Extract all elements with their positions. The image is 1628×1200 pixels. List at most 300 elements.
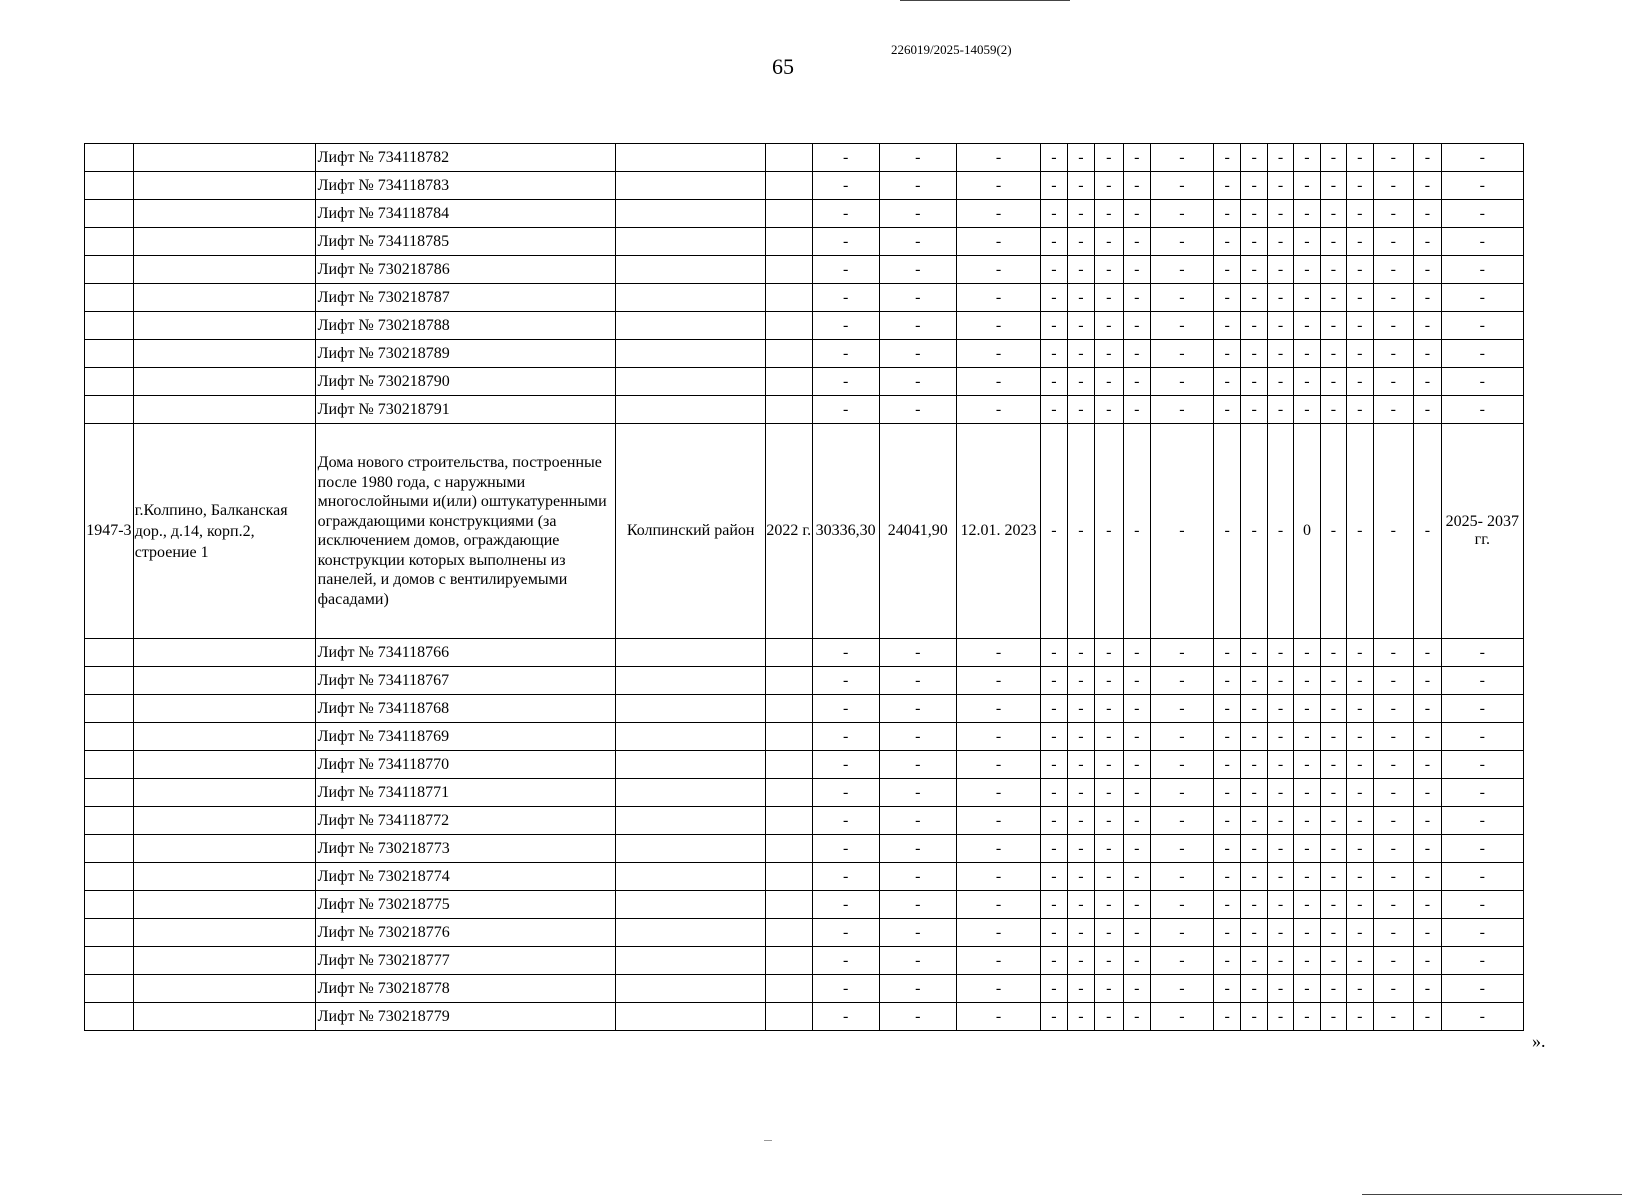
value-cell: - — [1041, 368, 1067, 396]
value-cell: - — [956, 200, 1040, 228]
year-cell — [765, 751, 812, 779]
value-cell: - — [1320, 172, 1346, 200]
value-cell: - — [1373, 228, 1414, 256]
value-cell: - — [1123, 695, 1150, 723]
table-row — [85, 695, 1524, 723]
value-cell: - — [1441, 312, 1523, 340]
year-cell — [765, 975, 812, 1003]
row-number-cell: 1947-3 — [85, 424, 134, 639]
value-cell: - — [1267, 340, 1293, 368]
value-cell: - — [956, 723, 1040, 751]
row-number-cell — [85, 667, 134, 695]
value-cell: - — [1294, 919, 1320, 947]
value-cell: - — [1294, 1003, 1320, 1031]
value-cell: - — [1123, 1003, 1150, 1031]
lift-label-cell: Лифт № 730218775 — [315, 891, 616, 919]
value-cell: - — [1441, 256, 1523, 284]
value-cell: - — [956, 312, 1040, 340]
value-cell: - — [1241, 835, 1267, 863]
value-cell: - — [1095, 172, 1123, 200]
value-cell: - — [1294, 312, 1320, 340]
value-cell: - — [1347, 424, 1373, 639]
value-cell: - — [1241, 667, 1267, 695]
value-cell: - — [1067, 312, 1094, 340]
value-cell: - — [956, 695, 1040, 723]
value-cell: - — [1347, 863, 1373, 891]
address-cell: г.Колпино, Балканская дор., д.14, корп.2, строение 1 — [133, 424, 315, 639]
value-cell: - — [1241, 919, 1267, 947]
value-cell: - — [1123, 284, 1150, 312]
value-cell: - — [1213, 312, 1240, 340]
value-cell: - — [1241, 863, 1267, 891]
value-cell: - — [1320, 863, 1346, 891]
value-cell: - — [1067, 947, 1094, 975]
row-number-cell — [85, 723, 134, 751]
value-cell: - — [1241, 779, 1267, 807]
value-cell: - — [1150, 200, 1213, 228]
value-cell: - — [1441, 228, 1523, 256]
value-cell: - — [879, 312, 956, 340]
value-cell: - — [1067, 284, 1094, 312]
value-cell: - — [1267, 667, 1293, 695]
value-cell: - — [812, 835, 879, 863]
value-cell: - — [1414, 228, 1441, 256]
value-cell: - — [1241, 1003, 1267, 1031]
value-cell: - — [1347, 1003, 1373, 1031]
row-number-cell — [85, 144, 134, 172]
value-cell: - — [1041, 144, 1067, 172]
value-cell: - — [956, 368, 1040, 396]
value-cell: - — [1095, 723, 1123, 751]
value-cell: - — [1267, 695, 1293, 723]
lift-label-cell: Лифт № 734118770 — [315, 751, 616, 779]
value-cell: - — [1347, 779, 1373, 807]
value-cell: - — [1241, 200, 1267, 228]
value-cell: - — [956, 639, 1040, 667]
year-cell — [765, 1003, 812, 1031]
value-cell: - — [812, 807, 879, 835]
value-cell: - — [1123, 835, 1150, 863]
address-cell — [133, 947, 315, 975]
year-cell — [765, 144, 812, 172]
address-cell — [133, 639, 315, 667]
lift-label-cell: Лифт № 730218779 — [315, 1003, 616, 1031]
address-cell — [133, 368, 315, 396]
value-cell: - — [956, 667, 1040, 695]
value-cell: - — [1213, 695, 1240, 723]
value-cell: - — [1267, 639, 1293, 667]
value-cell: - — [956, 863, 1040, 891]
value-cell: - — [1067, 891, 1094, 919]
value-cell: - — [956, 228, 1040, 256]
value-cell: - — [1123, 396, 1150, 424]
value-cell: - — [1213, 835, 1240, 863]
value-cell: - — [1267, 779, 1293, 807]
value-cell: - — [1373, 284, 1414, 312]
address-cell — [133, 312, 315, 340]
value-cell: - — [1213, 1003, 1240, 1031]
value-cell: - — [956, 144, 1040, 172]
value-cell: - — [1294, 891, 1320, 919]
value-cell: - — [812, 284, 879, 312]
lift-label-cell: Лифт № 730218776 — [315, 919, 616, 947]
value-cell: - — [1441, 200, 1523, 228]
value-cell: - — [1095, 919, 1123, 947]
value-cell: - — [1150, 947, 1213, 975]
value-cell: - — [1095, 312, 1123, 340]
year-cell — [765, 779, 812, 807]
value-cell: - — [1373, 807, 1414, 835]
value-cell: - — [1123, 807, 1150, 835]
value-cell: - — [1067, 424, 1094, 639]
table-row — [85, 667, 1524, 695]
scan-artifact-dot — [764, 1140, 772, 1141]
value-cell: - — [1347, 340, 1373, 368]
value-cell: - — [1320, 695, 1346, 723]
address-cell — [133, 863, 315, 891]
table-row — [85, 284, 1524, 312]
value-cell: - — [812, 368, 879, 396]
value-cell: - — [1441, 340, 1523, 368]
value-cell: - — [1213, 368, 1240, 396]
value-cell: - — [812, 200, 879, 228]
value-cell: - — [1320, 312, 1346, 340]
value-cell: - — [1213, 340, 1240, 368]
lift-label-cell: Лифт № 730218786 — [315, 256, 616, 284]
value-cell: - — [1095, 779, 1123, 807]
value-cell: - — [1241, 807, 1267, 835]
value-cell: - — [1441, 639, 1523, 667]
value-cell: - — [1150, 340, 1213, 368]
value-cell: - — [1067, 256, 1094, 284]
value-cell: - — [1150, 835, 1213, 863]
value-cell: - — [1241, 284, 1267, 312]
value-cell: - — [956, 919, 1040, 947]
value-cell: - — [1150, 891, 1213, 919]
total-area-cell: 30336,30 — [812, 424, 879, 639]
year-cell — [765, 368, 812, 396]
value-cell: - — [1267, 975, 1293, 1003]
value-cell: - — [812, 1003, 879, 1031]
value-cell: - — [1095, 256, 1123, 284]
value-cell: - — [1267, 807, 1293, 835]
value-cell: - — [879, 751, 956, 779]
district-cell — [616, 807, 765, 835]
value-cell: - — [1067, 751, 1094, 779]
value-cell: - — [879, 340, 956, 368]
year-cell — [765, 807, 812, 835]
value-cell: - — [1414, 396, 1441, 424]
value-cell: - — [1213, 424, 1240, 639]
value-cell: - — [1347, 396, 1373, 424]
year-cell — [765, 639, 812, 667]
value-cell: - — [1267, 368, 1293, 396]
district-cell — [616, 396, 765, 424]
value-cell: - — [812, 256, 879, 284]
value-cell: - — [1414, 947, 1441, 975]
district-cell — [616, 695, 765, 723]
value-cell: - — [1347, 835, 1373, 863]
value-cell: - — [1213, 919, 1240, 947]
year-cell — [765, 200, 812, 228]
value-cell: - — [1095, 695, 1123, 723]
value-cell: - — [1067, 695, 1094, 723]
value-cell: - — [1320, 751, 1346, 779]
value-cell: - — [1441, 396, 1523, 424]
value-cell: - — [1123, 228, 1150, 256]
value-cell: - — [1095, 424, 1123, 639]
year-cell — [765, 228, 812, 256]
address-cell — [133, 200, 315, 228]
value-cell: - — [956, 1003, 1040, 1031]
value-cell: - — [1213, 779, 1240, 807]
district-cell — [616, 172, 765, 200]
value-cell: - — [1414, 284, 1441, 312]
value-cell: - — [1095, 975, 1123, 1003]
value-cell: - — [1150, 779, 1213, 807]
lift-label-cell: Лифт № 734118769 — [315, 723, 616, 751]
year-cell: 2022 г. — [765, 424, 812, 639]
district-cell — [616, 891, 765, 919]
value-cell: - — [1373, 312, 1414, 340]
value-cell: - — [1347, 256, 1373, 284]
value-cell: - — [1373, 424, 1414, 639]
district-cell — [616, 779, 765, 807]
value-cell: - — [1373, 396, 1414, 424]
lift-label-cell: Лифт № 730218777 — [315, 947, 616, 975]
lift-label-cell: Лифт № 734118767 — [315, 667, 616, 695]
value-cell: - — [879, 172, 956, 200]
value-cell: - — [1123, 723, 1150, 751]
lift-label-cell: Лифт № 730218791 — [315, 396, 616, 424]
value-cell: - — [879, 919, 956, 947]
table-row — [85, 340, 1524, 368]
district-cell — [616, 863, 765, 891]
register-table — [84, 143, 1524, 1031]
value-cell: - — [1267, 751, 1293, 779]
value-cell: - — [879, 807, 956, 835]
value-cell: - — [1241, 723, 1267, 751]
value-cell: - — [1150, 639, 1213, 667]
lift-label-cell: Лифт № 730218774 — [315, 863, 616, 891]
value-cell: - — [1414, 1003, 1441, 1031]
value-cell: - — [1347, 975, 1373, 1003]
value-cell: - — [1241, 891, 1267, 919]
value-cell: - — [1294, 667, 1320, 695]
value-cell: - — [1373, 200, 1414, 228]
value-cell: - — [1414, 807, 1441, 835]
value-cell: - — [1241, 424, 1267, 639]
value-cell: - — [1150, 975, 1213, 1003]
value-cell: - — [1150, 284, 1213, 312]
value-cell: - — [1414, 891, 1441, 919]
value-cell: - — [1041, 779, 1067, 807]
address-cell — [133, 667, 315, 695]
value-cell: - — [1347, 368, 1373, 396]
page-number: 65 — [772, 54, 794, 79]
value-cell: - — [1294, 639, 1320, 667]
value-cell: - — [1373, 751, 1414, 779]
year-cell — [765, 919, 812, 947]
year-cell — [765, 340, 812, 368]
value-cell: - — [1041, 312, 1067, 340]
value-cell: - — [1123, 667, 1150, 695]
table-row — [85, 396, 1524, 424]
year-cell — [765, 835, 812, 863]
value-cell: - — [1095, 863, 1123, 891]
table-row — [85, 807, 1524, 835]
value-cell: - — [1095, 284, 1123, 312]
value-cell: - — [1347, 891, 1373, 919]
value-cell: - — [879, 723, 956, 751]
value-cell: - — [1294, 863, 1320, 891]
value-cell: - — [1213, 228, 1240, 256]
value-cell: - — [1347, 312, 1373, 340]
value-cell: - — [1414, 424, 1441, 639]
value-cell: - — [1213, 284, 1240, 312]
value-cell: - — [956, 284, 1040, 312]
value-cell: - — [879, 228, 956, 256]
value-cell: - — [1150, 312, 1213, 340]
value-cell: - — [1150, 172, 1213, 200]
date-cell: 12.01. 2023 — [956, 424, 1040, 639]
value-cell: - — [1041, 1003, 1067, 1031]
value-cell: - — [1213, 667, 1240, 695]
value-cell: - — [879, 863, 956, 891]
value-cell: - — [1294, 368, 1320, 396]
value-cell: - — [1041, 639, 1067, 667]
value-cell: - — [1241, 144, 1267, 172]
row-number-cell — [85, 172, 134, 200]
value-cell: - — [1294, 340, 1320, 368]
value-cell: - — [812, 639, 879, 667]
value-cell: - — [1294, 835, 1320, 863]
row-number-cell — [85, 200, 134, 228]
value-cell: - — [1150, 396, 1213, 424]
value-cell: - — [1320, 835, 1346, 863]
value-cell: - — [1123, 368, 1150, 396]
value-cell: - — [1441, 807, 1523, 835]
district-cell — [616, 751, 765, 779]
row-number-cell — [85, 284, 134, 312]
closing-quote-mark: ». — [1532, 1031, 1546, 1051]
value-cell: - — [1320, 919, 1346, 947]
value-cell: - — [1213, 144, 1240, 172]
value-cell: - — [1347, 947, 1373, 975]
year-cell — [765, 947, 812, 975]
address-cell — [133, 1003, 315, 1031]
value-cell: - — [1267, 835, 1293, 863]
value-cell: - — [1414, 919, 1441, 947]
lift-label-cell: Лифт № 730218787 — [315, 284, 616, 312]
value-cell: - — [1213, 200, 1240, 228]
row-number-cell — [85, 835, 134, 863]
row-number-cell — [85, 947, 134, 975]
value-cell: - — [1067, 835, 1094, 863]
value-cell: - — [1267, 863, 1293, 891]
lift-label-cell: Лифт № 730218790 — [315, 368, 616, 396]
value-cell: - — [1347, 228, 1373, 256]
value-cell: - — [1041, 340, 1067, 368]
value-cell: - — [1441, 368, 1523, 396]
value-cell: - — [956, 891, 1040, 919]
lift-label-cell: Лифт № 730218778 — [315, 975, 616, 1003]
value-cell: - — [1294, 947, 1320, 975]
value-cell: - — [1347, 695, 1373, 723]
value-cell: - — [1294, 751, 1320, 779]
value-cell: - — [1150, 667, 1213, 695]
value-cell: - — [1441, 891, 1523, 919]
value-cell: - — [1347, 751, 1373, 779]
value-cell: - — [879, 891, 956, 919]
value-cell: - — [1213, 863, 1240, 891]
value-cell: - — [879, 779, 956, 807]
value-cell: - — [1267, 256, 1293, 284]
value-cell: - — [956, 807, 1040, 835]
value-cell: - — [1294, 695, 1320, 723]
row-number-cell — [85, 228, 134, 256]
value-cell: - — [1123, 340, 1150, 368]
building-row — [85, 424, 1524, 639]
value-cell: - — [1414, 144, 1441, 172]
value-cell: - — [1095, 340, 1123, 368]
value-cell: - — [1123, 256, 1150, 284]
value-cell: - — [1373, 947, 1414, 975]
value-cell: - — [1320, 807, 1346, 835]
value-cell: - — [1123, 200, 1150, 228]
value-cell: - — [1041, 919, 1067, 947]
value-cell: - — [1320, 1003, 1346, 1031]
value-cell: - — [1067, 863, 1094, 891]
value-cell: - — [1414, 779, 1441, 807]
value-cell: - — [879, 200, 956, 228]
row-number-cell — [85, 639, 134, 667]
value-cell: - — [1123, 975, 1150, 1003]
district-cell — [616, 1003, 765, 1031]
value-cell: - — [1320, 284, 1346, 312]
value-cell: - — [1041, 667, 1067, 695]
value-cell: - — [1241, 396, 1267, 424]
value-cell: - — [1294, 256, 1320, 284]
value-cell: - — [1123, 779, 1150, 807]
scan-artifact-line — [900, 0, 1070, 1]
district-cell — [616, 835, 765, 863]
district-cell — [616, 144, 765, 172]
value-cell: - — [1441, 284, 1523, 312]
value-cell: - — [1095, 639, 1123, 667]
value-cell: - — [1241, 639, 1267, 667]
value-cell: - — [1347, 919, 1373, 947]
row-number-cell — [85, 891, 134, 919]
value-cell: - — [1067, 396, 1094, 424]
value-cell: - — [1414, 312, 1441, 340]
value-cell: - — [1067, 639, 1094, 667]
value-cell: - — [1347, 284, 1373, 312]
value-cell: - — [1067, 807, 1094, 835]
value-cell: - — [1373, 256, 1414, 284]
address-cell — [133, 835, 315, 863]
value-cell: - — [1320, 368, 1346, 396]
value-cell: - — [1267, 200, 1293, 228]
district-cell — [616, 667, 765, 695]
value-cell: - — [1373, 835, 1414, 863]
value-cell: - — [1320, 667, 1346, 695]
value-cell: - — [1373, 723, 1414, 751]
value-cell: - — [1213, 975, 1240, 1003]
value-cell: - — [1041, 723, 1067, 751]
value-cell: - — [1213, 396, 1240, 424]
row-number-cell — [85, 368, 134, 396]
